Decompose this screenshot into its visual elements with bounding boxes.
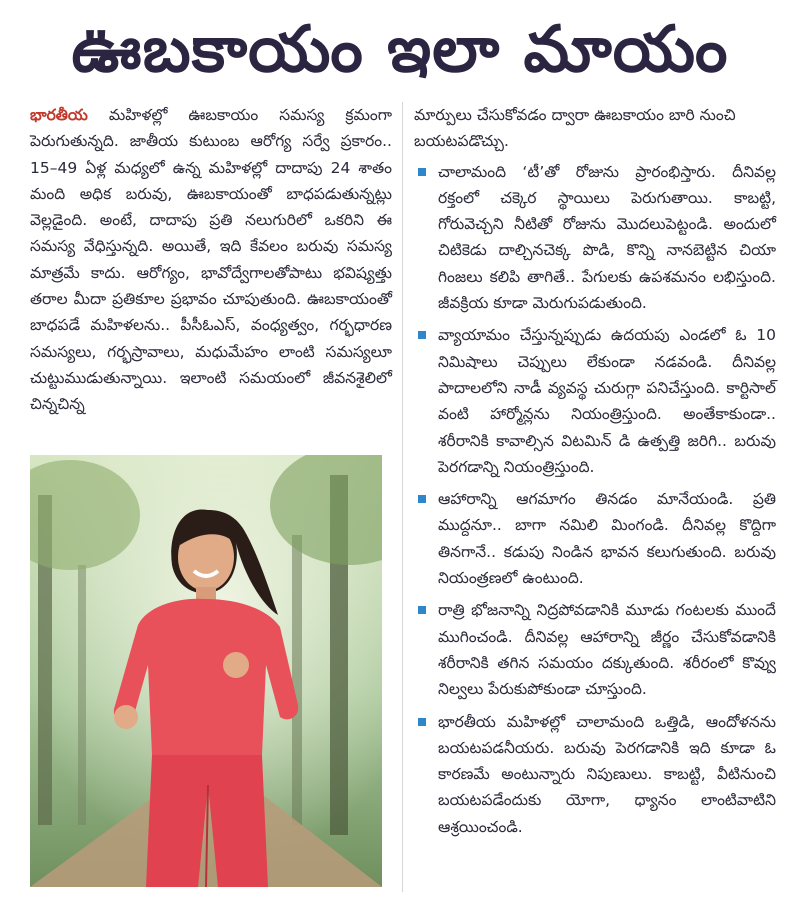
tip-text: చాలామంది ‘టీ’తో రోజును ప్రారంభిస్తారు. దీనివల్ల రక్తంలో చక్కెర స్థాయిలు పెరుగుతాయి. కాబట్టి, గోరువెచ్చని నీటితో రోజును మొదలుపెట్టండి. అందులో చిటికెడు దాల్చినచెక్క పొడి, కొన్ని నానబెట్టిన చియా గింజలు కలిపి తాగితే.. పేగులకు ఉపశమనం లభిస్తుంది. జీవక్రియ కూడా మెరుగుపడుతుంది. xyxy=(438,162,776,313)
intro-continued: మార్పులు చేసుకోవడం ద్వారా ఊబకాయం బారి నుంచి బయటపడొచ్చు. xyxy=(414,106,736,151)
article-column-right xyxy=(414,102,776,846)
square-bullet-icon xyxy=(418,606,426,614)
square-bullet-icon xyxy=(418,331,426,339)
tip-text: వ్యాయామం చేస్తున్నప్పుడు ఉదయపు ఎండలో ఓ 10 నిమిషాలు చెప్పులు లేకుండా నడవండి. దీనివల్ల పాదాలలోని నాడీ వ్యవస్థ చురుగ్గా పనిచేస్తుంది. కార్టిసాల్ వంటి హార్మోన్లను నియంత్రిస్తుంది. అంతేకాకుండా.. శరీరానికి కావాల్సిన విటమిన్ డి ఉత్పత్తి జరిగి.. బరువు పెరగడాన్ని నియంత్రిస్తుంది. xyxy=(438,326,776,476)
list-item xyxy=(414,486,776,591)
intro-paragraph xyxy=(30,102,392,418)
intro-text: మహిళల్లో ఊబకాయం సమస్య క్రమంగా పెరుగుతున్నది. జాతీయ కుటుంబ ఆరోగ్య సర్వే ప్రకారం.. 15–49 ఏళ్ల మధ్యలో ఉన్న మహిళల్లో దాదాపు 24 శాతం మంది అధిక బరువు, ఊబకాయంతో బాధపడుతున్నట్లు వెల్లడైంది. అంటే, దాదాపు ప్రతి నలుగురిలో ఒకరిని ఈ సమస్య వేధిస్తున్నది. అయితే, ఇది కేవలం బరువు సమస్య మాత్రమే కాదు. ఆరోగ్యం, భావోద్వేగాలతోపాటు భవిష్యత్తు తరాల మీదా ప్రతికూల ప్రభావం చూపుతుంది. ఊబకాయంతో బాధపడే మహిళలను.. పీసీఓఎస్, వంధ్యత్వం, గర్భధారణ సమస్యలు, గర్భస్రావాలు, మధుమేహం లాంటి సమస్యలూ చుట్టుముడుతున్నాయి. ఇలాంటి సమయంలో జీవనశైలిలో చిన్నచిన్న xyxy=(30,106,392,414)
column-divider xyxy=(402,102,403,892)
article-photo xyxy=(30,455,382,887)
lead-word: భారతీయ xyxy=(30,106,88,124)
list-item xyxy=(414,597,776,702)
list-item xyxy=(414,322,776,480)
woman-jogging-illustration xyxy=(30,455,382,887)
list-item xyxy=(414,709,776,840)
list-item xyxy=(414,159,776,317)
square-bullet-icon xyxy=(418,168,426,176)
article-column-left xyxy=(30,102,392,418)
square-bullet-icon xyxy=(418,718,426,726)
tips-list xyxy=(414,159,776,840)
tip-text: ఆహారాన్ని ఆగమాగం తినడం మానేయండి. ప్రతి ముద్దనూ.. బాగా నమిలి మింగండి. దీనివల్ల కొద్దిగా తినగానే.. కడుపు నిండిన భావన కలుగుతుంది. బరువు నియంత్రణలో ఉంటుంది. xyxy=(438,490,776,588)
page-title: ఊబకాయం ఇలా మాయం xyxy=(71,13,729,87)
tip-text: భారతీయ మహిళల్లో చాలామంది ఒత్తిడి, ఆందోళనను బయటపడనీయరు. బరువు పెరగడానికి ఇది కూడా ఓ కారణమే అంటున్నారు నిపుణులు. కాబట్టి, వీటినుంచి బయటపడేందుకు యోగా, ధ్యానం లాంటివాటిని ఆశ్రయించండి. xyxy=(438,712,776,836)
tip-text: రాత్రి భోజనాన్ని నిద్రపోవడానికి మూడు గంటలకు ముందే ముగించండి. దీనివల్ల ఆహారాన్ని జీర్ణం చేసుకోవడానికి శరీరానికి తగిన సమయం దక్కుతుంది. శరీరంలో కొవ్వు నిల్వలు పేరుకుపోకుండా చూస్తుంది. xyxy=(438,601,776,699)
square-bullet-icon xyxy=(418,495,426,503)
